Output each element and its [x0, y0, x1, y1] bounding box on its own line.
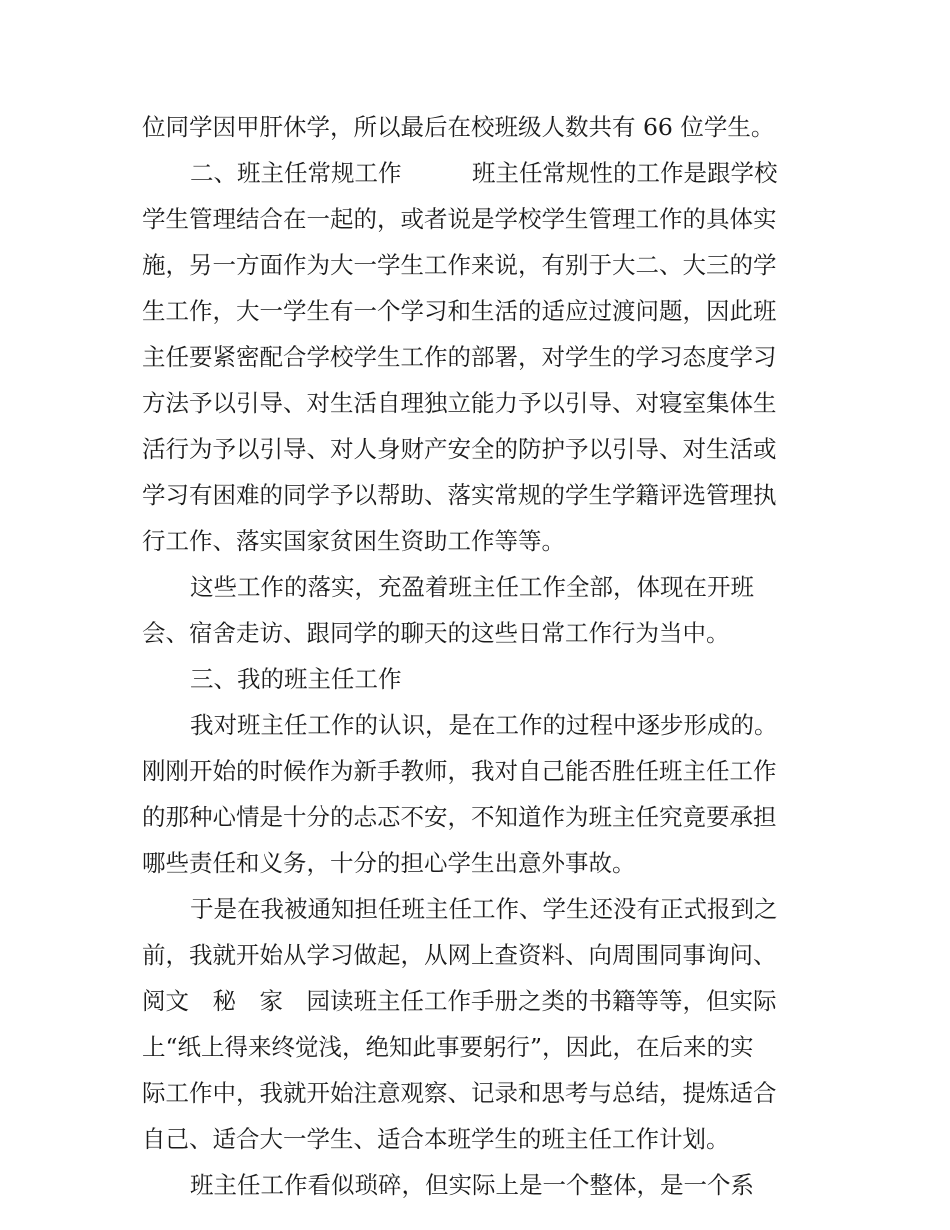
text-line: 阅文 秘 家 园读班主任工作手册之类的书籍等等，但实际: [142, 987, 777, 1015]
text-line: 方法予以引导、对生活自理独立能力予以引导、对寝室集体生: [142, 389, 777, 417]
text-line: 生工作，大一学生有一个学习和生活的适应过渡问题，因此班: [142, 297, 777, 325]
text-line: 会、宿舍走访、跟同学的聊天的这些日常工作行为当中。: [142, 619, 730, 647]
text-line: 于是在我被通知担任班主任工作、学生还没有正式报到之: [190, 895, 778, 923]
text-line: 行工作、落实国家贫困生资助工作等等。: [142, 527, 565, 555]
text-line: 活行为予以引导、对人身财产安全的防护予以引导、对生活或: [142, 435, 777, 463]
text-line: 刚刚开始的时候作为新手教师，我对自己能否胜任班主任工作: [142, 757, 777, 785]
text-line: 前，我就开始从学习做起，从网上查资料、向周围同事询问、: [142, 941, 777, 969]
section-heading-line: 三、我的班主任工作: [190, 665, 402, 693]
text-line: 的那种心情是十分的忐忑不安，不知道作为班主任究竟要承担: [142, 803, 777, 831]
text-line: 主任要紧密配合学校学生工作的部署，对学生的学习态度学习: [142, 343, 777, 371]
section-heading-line: 二、班主任常规工作 班主任常规性的工作是跟学校: [190, 159, 778, 187]
text-line: 班主任工作看似琐碎，但实际上是一个整体，是一个系: [190, 1171, 754, 1199]
text-line: 哪些责任和义务，十分的担心学生出意外事故。: [142, 849, 636, 877]
text-line: 自己、适合大一学生、适合本班学生的班主任工作计划。: [142, 1125, 730, 1153]
text-line: 位同学因甲肝休学，所以最后在校班级人数共有 66 位学生。: [142, 113, 775, 141]
text-line: 这些工作的落实，充盈着班主任工作全部，体现在开班: [190, 573, 754, 601]
text-line: 上“纸上得来终觉浅，绝知此事要躬行”，因此，在后来的实: [142, 1033, 754, 1061]
text-line: 施，另一方面作为大一学生工作来说，有别于大二、大三的学: [142, 251, 777, 279]
text-line: 学习有困难的同学予以帮助、落实常规的学生学籍评选管理执: [142, 481, 777, 509]
text-line: 我对班主任工作的认识，是在工作的过程中逐步形成的。: [190, 711, 778, 739]
text-line: 际工作中，我就开始注意观察、记录和思考与总结，提炼适合: [142, 1079, 777, 1107]
text-line: 学生管理结合在一起的，或者说是学校学生管理工作的具体实: [142, 205, 777, 233]
